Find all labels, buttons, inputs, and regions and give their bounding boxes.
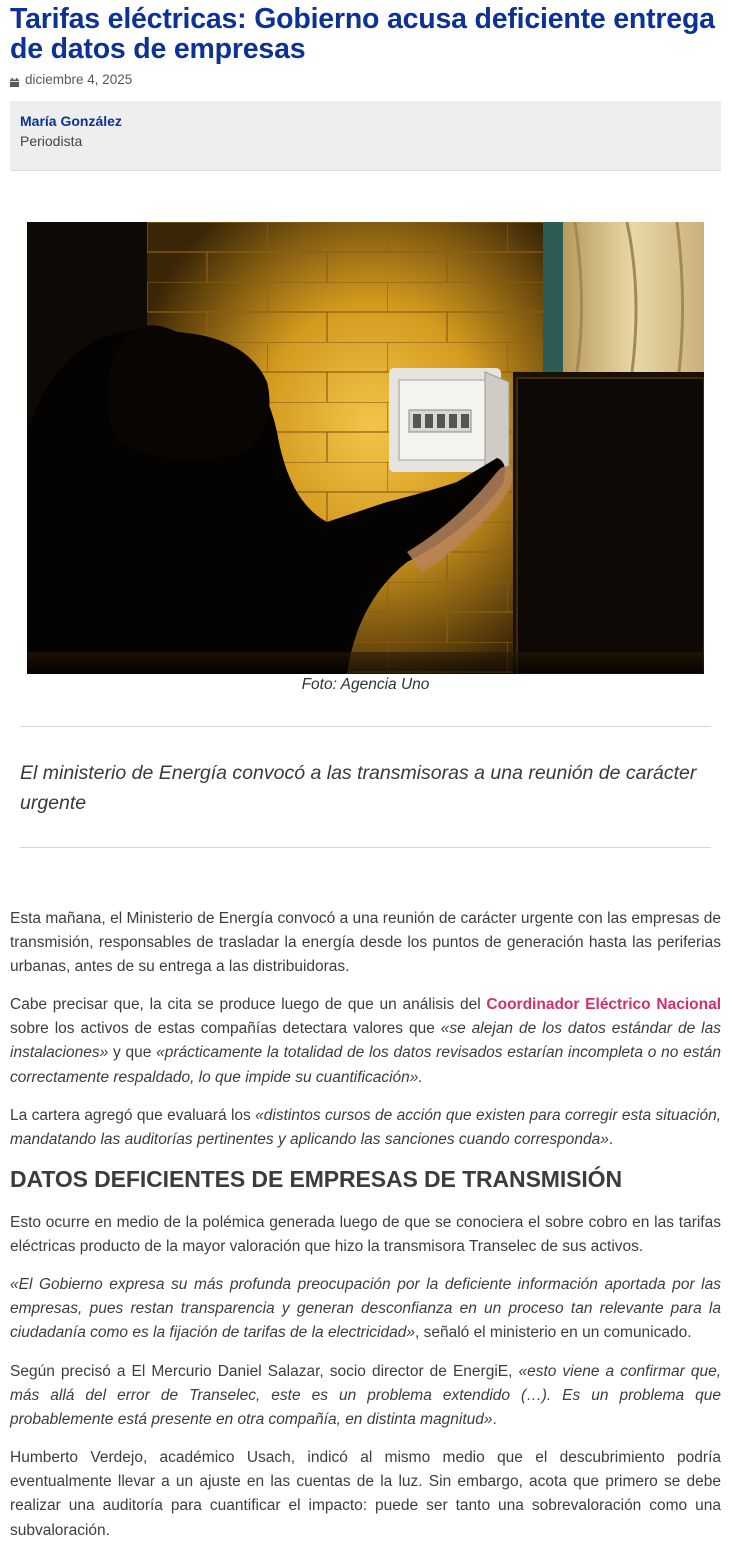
publish-date [10, 72, 132, 87]
article-title: Tarifas eléctricas: Gobierno acusa deficiente entrega de datos de empresas [10, 3, 715, 65]
date-text: diciembre 4, 2025 [25, 72, 133, 87]
paragraph: Esto ocurre en medio de la polémica generada luego de que se conociera el sobre cobro en las tarifas eléctricas producto de la mayor valoración que hizo la transmisora Transelec de sus activos. [10, 1214, 721, 1256]
paragraph: La cartera agregó que evaluará los «distintos cursos de acción que existen para corregir esta situación, mandatando las auditorías pertinentes y aplicando las sanciones cuando corresponda». [10, 1107, 722, 1149]
calendar-icon [10, 75, 19, 84]
divider [20, 726, 711, 727]
photo-caption: Foto: Agencia Uno [301, 676, 430, 693]
paragraph: Esta mañana, el Ministerio de Energía convocó a una reunión de carácter urgente con las empresas de transmisión, responsables de trasladar la energía desde los puntos de generación hasta las periferias urbanas, antes de su entrega a las distribuidoras. [10, 910, 721, 976]
author-role: Periodista [20, 133, 83, 149]
paragraph: Según precisó a El Mercurio Daniel Salazar, socio director de EnergiE, «esto viene a confirmar que, más allá del error de Transelec, este es un problema extendido (…). Es un problema que probablemente está presente en otra compañía, en distinta magnitud». [10, 1363, 721, 1429]
paragraph: «El Gobierno expresa su más profunda preocupación por la deficiente información aportada por las empresas, pues restan transparencia y generan desconfianza en un proceso tan relevante para la ciudadanía como es la fijación de tarifas de la electricidad», señaló el ministerio en un comunicado. [10, 1276, 721, 1342]
section-heading: DATOS DEFICIENTES DE EMPRESAS DE TRANSMISIÓN [10, 1166, 622, 1192]
author-name[interactable]: María González [20, 113, 122, 129]
author-box [10, 101, 721, 171]
paragraph: Cabe precisar que, la cita se produce luego de que un análisis del Coordinador Eléctrico Nacional sobre los activos de estas compañías detectara valores que «se alejan de los datos estándar de las instalaciones» y que «prácticamente la totalidad de los datos revisados estarían incompleta o no están correctamente respaldado, lo que impide su cuantificación». [10, 996, 722, 1086]
article-lead: El ministerio de Energía convocó a las transmisoras a una reunión de carácter urgente [20, 762, 697, 814]
paragraph: Humberto Verdejo, académico Usach, indicó al mismo medio que el descubrimiento podría eventualmente llevar a un ajuste en las cuentas de la luz. Sin embargo, acota que primero se debe realizar una auditoría para cuantificar el impacto: puede ser tanto una sobrevaloración como una subvaloración. [10, 1449, 721, 1539]
article-photo [27, 222, 704, 674]
divider [20, 847, 711, 848]
coordinador-link[interactable]: Coordinador Eléctrico Nacional [486, 996, 722, 1013]
